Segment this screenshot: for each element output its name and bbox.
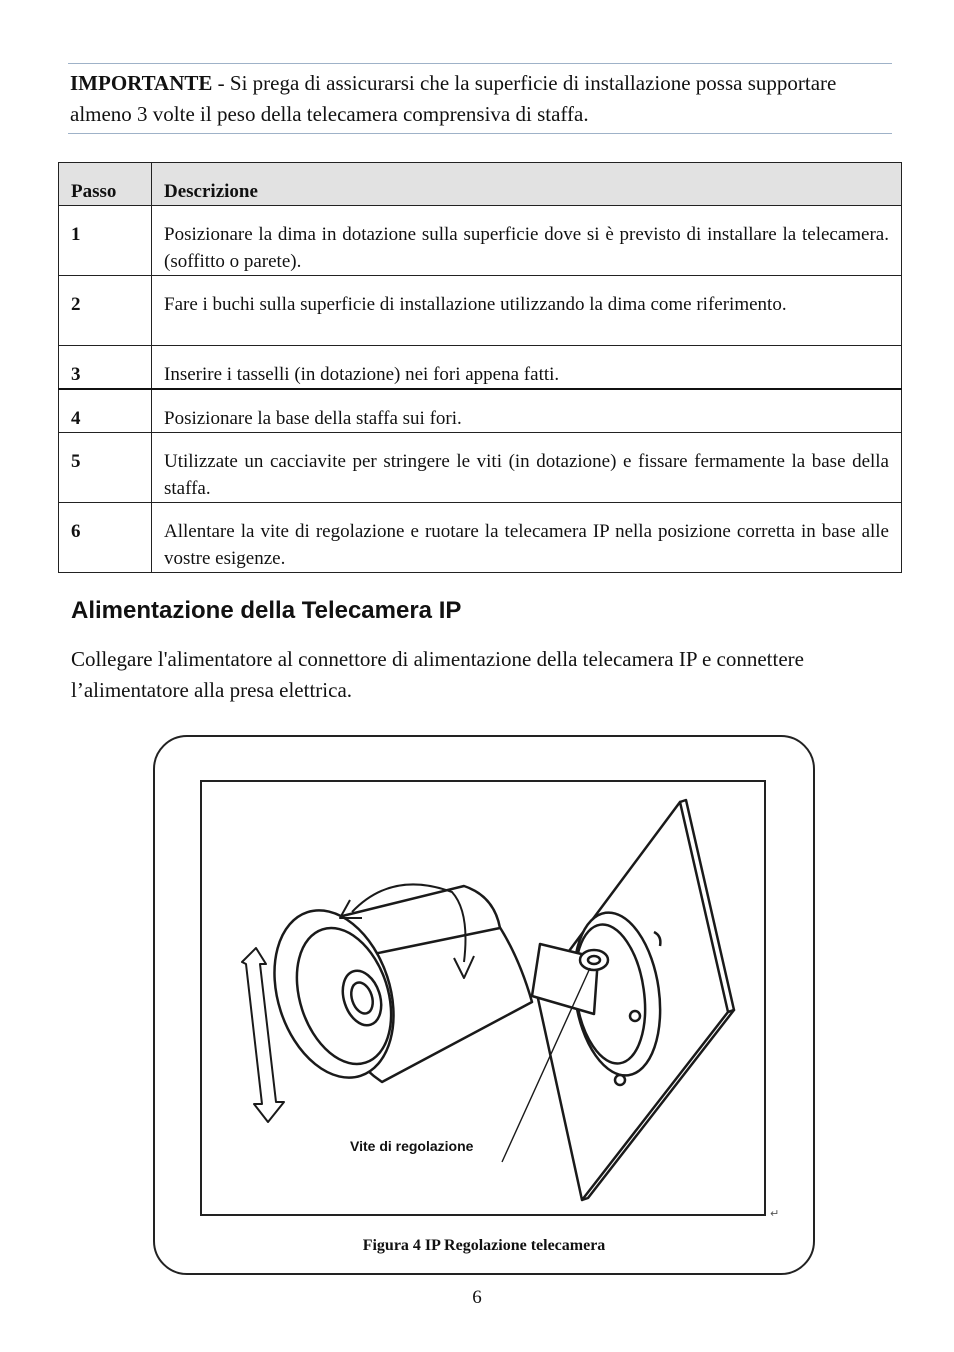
step-number: 2 — [59, 276, 152, 346]
important-text: - Si prega di assicurarsi che la superficie di installazione possa supportare almeno 3 volte il peso della telecamera comprensiva di staffa. — [70, 71, 837, 126]
table-row — [59, 276, 902, 346]
table-row — [59, 503, 902, 573]
section-body: Collegare l'alimentatore al connettore di alimentazione della telecamera IP e connettere l’alimentatore alla presa elettrica. — [71, 647, 804, 702]
table-row — [59, 346, 902, 390]
step-description: Fare i buchi sulla superficie di installazione utilizzando la dima come riferimento. — [152, 276, 902, 346]
step-number: 6 — [59, 503, 152, 573]
header-passo: Passo — [59, 163, 152, 206]
table-row — [59, 433, 902, 503]
important-label: IMPORTANTE — [70, 71, 213, 95]
screw-label: Vite di regolazione — [350, 1138, 474, 1154]
step-description: Utilizzate un cacciavite per stringere le viti (in dotazione) e fissare fermamente la base della staffa. — [152, 433, 902, 503]
step-description: Inserire i tasselli (in dotazione) nei fori appena fatti. — [152, 346, 902, 390]
step-description: Allentare la vite di regolazione e ruotare la telecamera IP nella posizione corretta in base alle vostre esigenze. — [152, 503, 902, 573]
step-description: Posizionare la dima in dotazione sulla superficie dove si è previsto di installare la telecamera. (soffitto o parete). — [152, 206, 902, 276]
adjustment-screw — [580, 950, 608, 970]
table-row — [59, 206, 902, 276]
paragraph-mark: ↵ — [770, 1207, 780, 1220]
page-number: 6 — [472, 1287, 482, 1308]
camera-drawing — [202, 782, 766, 1216]
figure-caption: Figura 4 IP Regolazione telecamera — [362, 1237, 606, 1254]
step-number: 3 — [59, 346, 152, 390]
table-header-row — [59, 163, 902, 206]
section-title: Alimentazione della Telecamera IP — [71, 597, 462, 624]
header-descrizione: Descrizione — [152, 163, 902, 206]
table-row — [59, 389, 902, 433]
installation-steps-table — [58, 162, 902, 573]
step-number: 4 — [59, 389, 152, 433]
step-number: 5 — [59, 433, 152, 503]
step-number: 1 — [59, 206, 152, 276]
camera-adjustment-illustration — [200, 780, 766, 1216]
step-description: Posizionare la base della staffa sui fori. — [152, 389, 902, 433]
important-note — [68, 63, 892, 134]
